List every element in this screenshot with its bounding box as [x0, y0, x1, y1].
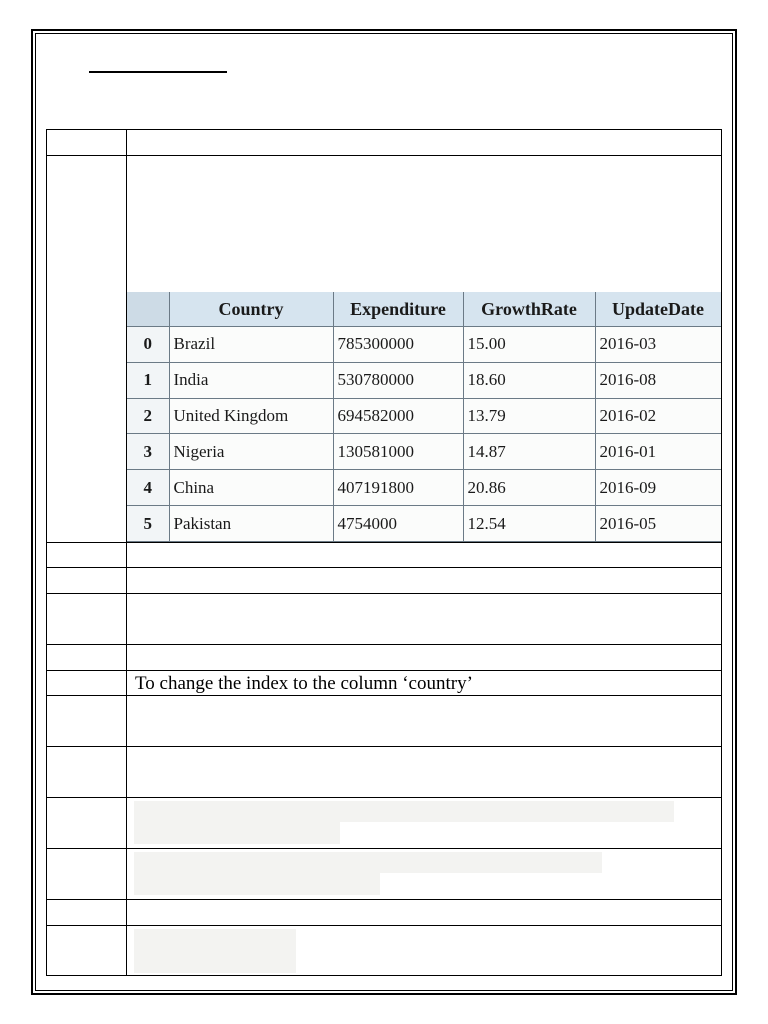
- column-header: GrowthRate: [463, 292, 595, 327]
- faded-text-block: [134, 822, 340, 844]
- faded-text-block: [134, 852, 602, 873]
- cell: United Kingdom: [169, 398, 333, 434]
- grid-line: [721, 129, 722, 976]
- cell: 785300000: [333, 327, 463, 363]
- table-row: [127, 327, 721, 363]
- grid-line: [46, 593, 722, 594]
- grid-line: [46, 797, 722, 798]
- cell: 2016-03: [595, 327, 721, 363]
- row-index: 2: [127, 398, 169, 434]
- grid-line: [46, 155, 722, 156]
- grid-line: [46, 899, 722, 900]
- grid-line: [46, 129, 722, 130]
- cell: 2016-01: [595, 434, 721, 470]
- cell: 2016-09: [595, 470, 721, 506]
- dataframe-table: [127, 292, 721, 542]
- cell: 130581000: [333, 434, 463, 470]
- table-row: [127, 506, 721, 542]
- grid-line: [46, 644, 722, 645]
- note-text: To change the index to the column ‘country’: [135, 673, 473, 694]
- dataframe-image: [127, 292, 721, 542]
- cell: Nigeria: [169, 434, 333, 470]
- grid-line: [46, 670, 722, 671]
- grid-line: [46, 567, 722, 568]
- grid-line: [46, 542, 722, 543]
- row-index: 5: [127, 506, 169, 542]
- title-underline: [89, 71, 227, 73]
- grid-line: [46, 129, 47, 976]
- grid-line: [46, 975, 722, 976]
- grid-line: [46, 848, 722, 849]
- column-header: [127, 292, 169, 327]
- column-header: Expenditure: [333, 292, 463, 327]
- grid-line: [46, 695, 722, 696]
- cell: 14.87: [463, 434, 595, 470]
- faded-text-block: [134, 929, 296, 973]
- cell: 407191800: [333, 470, 463, 506]
- grid-line: [46, 746, 722, 747]
- column-header: UpdateDate: [595, 292, 721, 327]
- cell: 13.79: [463, 398, 595, 434]
- table-row: [127, 398, 721, 434]
- table-row: [127, 362, 721, 398]
- table-row: [127, 434, 721, 470]
- cell: China: [169, 470, 333, 506]
- cell: 20.86: [463, 470, 595, 506]
- cell: 530780000: [333, 362, 463, 398]
- column-header: Country: [169, 292, 333, 327]
- cell: Pakistan: [169, 506, 333, 542]
- grid-line: [46, 925, 722, 926]
- row-index: 1: [127, 362, 169, 398]
- row-index: 4: [127, 470, 169, 506]
- grid-line: [126, 129, 127, 976]
- cell: 2016-05: [595, 506, 721, 542]
- table-header-row: [127, 292, 721, 327]
- cell: 2016-08: [595, 362, 721, 398]
- cell: 4754000: [333, 506, 463, 542]
- faded-text-block: [134, 873, 380, 895]
- cell: India: [169, 362, 333, 398]
- row-index: 0: [127, 327, 169, 363]
- cell: Brazil: [169, 327, 333, 363]
- cell: 694582000: [333, 398, 463, 434]
- cell: 12.54: [463, 506, 595, 542]
- row-index: 3: [127, 434, 169, 470]
- cell: 2016-02: [595, 398, 721, 434]
- table-row: [127, 470, 721, 506]
- cell: 15.00: [463, 327, 595, 363]
- cell: 18.60: [463, 362, 595, 398]
- faded-text-block: [134, 801, 674, 822]
